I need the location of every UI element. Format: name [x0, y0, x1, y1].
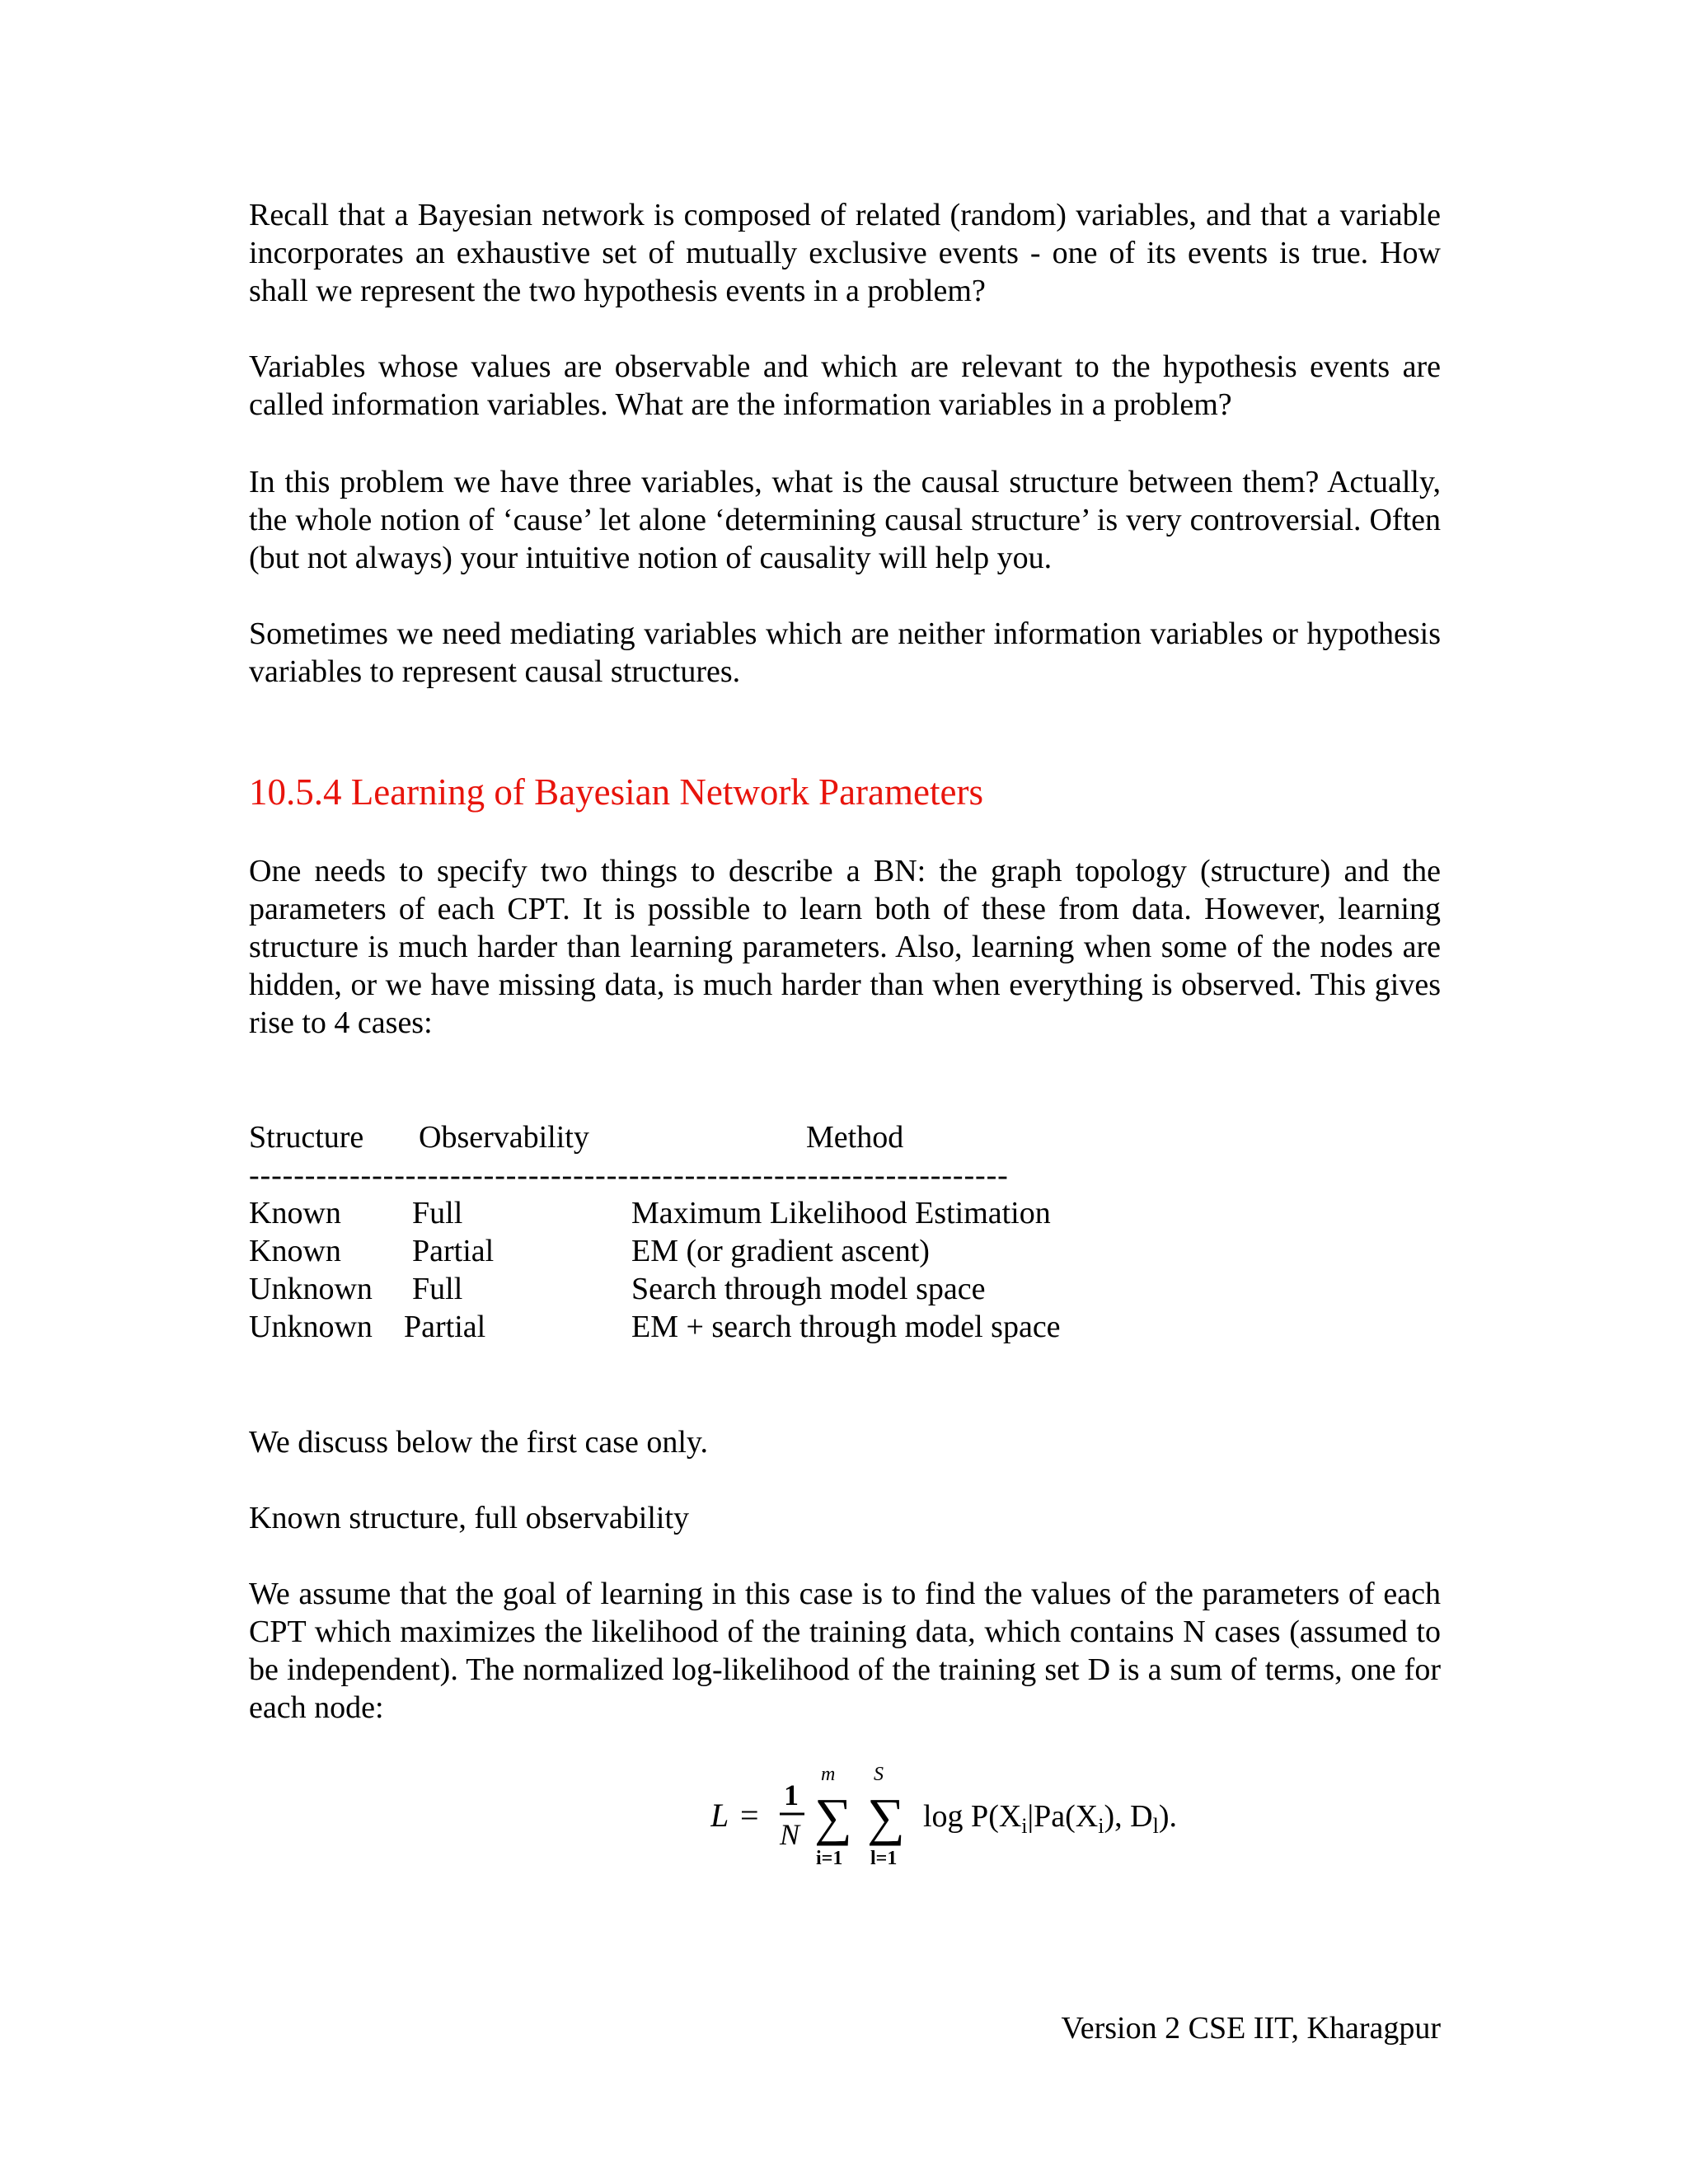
sigma-icon: ∑ — [814, 1788, 852, 1846]
paragraph-mediating-variables: Sometimes we need mediating variables which are neither information variables or hypothesis variables to represent causal structures. — [249, 616, 1441, 689]
formula-body: $\log P(X_i|Pa(X_i)$, $D_l$). — [923, 1799, 1177, 1838]
formula-lhs: L — [710, 1797, 729, 1834]
table-cell-observability: Partial — [404, 1310, 486, 1344]
formula-equals: = — [740, 1797, 759, 1834]
table-header-observability: Observability — [419, 1120, 589, 1155]
table-cell-method: Maximum Likelihood Estimation — [631, 1196, 1051, 1230]
formula-fraction-denominator: N — [780, 1818, 800, 1851]
table-header-method: Method — [806, 1120, 904, 1155]
formula-fraction-numerator: 1 — [784, 1779, 799, 1811]
table-cell-method: Search through model space — [631, 1272, 986, 1306]
formula-sum1-upper: m — [821, 1764, 836, 1785]
paragraph-first-case: We discuss below the first case only. — [249, 1425, 708, 1460]
paragraph-causal-structure: In this problem we have three variables, what is the causal structure between them? Actually, the whole notion of ‘cause’ let alone ‘determining causal structure’ is very controversial. Often (but not always) your intuitive notion of causality will help you. — [249, 465, 1441, 575]
table-cell-structure: Known — [249, 1196, 341, 1230]
page-footer: Version 2 CSE IIT, Kharagpur — [1061, 2011, 1441, 2046]
paragraph-log-likelihood: We assume that the goal of learning in this case is to find the values of the parameters of each CPT which maximizes the likelihood of the training data, which contains N cases (assumed to be independent). The normalized log-likelihood of the training set D is a sum of terms, one for each node: — [249, 1577, 1441, 1725]
table-cell-structure: Unknown — [249, 1310, 373, 1344]
paragraph-bayesian-network-recall: Recall that a Bayesian network is composed of related (random) variables, and that a variable incorporates an exhaustive set of mutually exclusive events - one of its events is true. How shall we represent the two hypothesis events in a problem? — [249, 198, 1441, 308]
formula-sum1-lower: i=1 — [816, 1848, 843, 1869]
table-cell-observability: Full — [412, 1196, 463, 1230]
table-cell-observability: Full — [412, 1272, 463, 1306]
formula-sum2-upper: S — [874, 1764, 884, 1785]
table-cell-observability: Partial — [412, 1234, 495, 1268]
table-cell-structure: Unknown — [249, 1272, 373, 1306]
table-header-structure: Structure — [249, 1120, 364, 1155]
table-cell-method: EM (or gradient ascent) — [631, 1234, 930, 1268]
paragraph-known-structure: Known structure, full observability — [249, 1501, 690, 1535]
paragraph-information-variables: Variables whose values are observable and which are relevant to the hypothesis events are called information variables. What are the information variables in a problem? — [249, 349, 1441, 422]
table-separator: -------------------------------------------------------------------- — [249, 1158, 1009, 1193]
log-likelihood-formula — [710, 1762, 1238, 1869]
sigma-icon: ∑ — [867, 1788, 905, 1846]
paragraph-bn-specification: One needs to specify two things to describe a BN: the graph topology (structure) and the parameters of each CPT. It is possible to learn both of these from data. However, learning structure is much harder than learning parameters. Also, learning when some of the nodes are hidden, or we have missing data, is much harder than when everything is observed. This gives rise to 4 cases: — [249, 854, 1441, 1040]
formula-sum2-lower: l=1 — [870, 1848, 898, 1869]
section-heading: 10.5.4 Learning of Bayesian Network Parameters — [249, 771, 983, 813]
table-cell-method: EM + search through model space — [631, 1310, 1061, 1344]
table-cell-structure: Known — [249, 1234, 341, 1268]
